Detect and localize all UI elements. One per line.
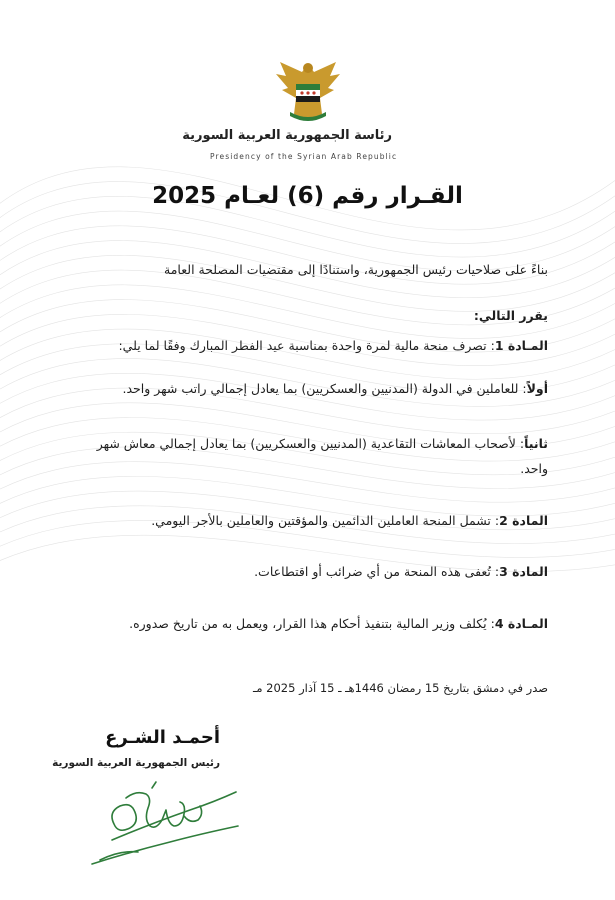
organization-name-arabic: رئاسة الجمهورية العربية السورية: [182, 128, 392, 143]
article-2-text: : تشمل المنحة العاملين الدائمين والمؤقتين والعاملين بالأجر اليومي.: [151, 513, 500, 528]
clause-first-text: : للعاملين في الدولة (المدنيين والعسكريين) بما يعادل إجمالي راتب شهر واحد.: [122, 381, 527, 396]
syrian-eagle-emblem-icon: [272, 58, 344, 124]
article-3: [66, 559, 548, 584]
article-4-text: : يُكلف وزير المالية بتنفيذ أحكام هذا القرار، ويعمل به من تاريخ صدوره.: [129, 616, 495, 631]
signatory-name: أحمـد الشـرع: [105, 727, 220, 748]
article-2-label: المادة 2: [499, 513, 548, 528]
clause-first-label: أولاً: [526, 381, 548, 396]
clause-first: [66, 376, 548, 401]
article-4: [66, 611, 548, 636]
decree-title: القـرار رقم (6) لعـام 2025: [152, 183, 463, 209]
clause-second-text: : لأصحاب المعاشات التقاعدية (المدنيين والعسكريين) بما يعادل إجمالي معاش شهر واحد.: [96, 436, 548, 476]
organization-name-english: Presidency of the Syrian Arab Republic: [210, 152, 398, 161]
issue-date: صدر في دمشق بتاريخ 15 رمضان 1446هـ ـ 15 آذار 2025 مـ: [252, 681, 548, 695]
signatory-role: رئيس الجمهورية العربية السورية: [52, 757, 220, 769]
article-1: [66, 333, 548, 358]
article-2: [66, 508, 548, 533]
clause-second: [66, 431, 548, 481]
decree-preamble: بناءً على صلاحيات رئيس الجمهورية، واستنادًا إلى مقتضيات المصلحة العامة: [164, 262, 548, 277]
handwritten-signature: [90, 780, 240, 865]
article-1-text: : تصرف منحة مالية لمرة واحدة بمناسبة عيد الفطر المبارك وفقًا لما يلي:: [118, 338, 495, 353]
article-4-label: المـادة 4: [494, 616, 548, 631]
article-1-label: المـادة 1: [494, 338, 548, 353]
decides-heading: يقرر التالي:: [473, 308, 548, 323]
article-3-text: : تُعفى هذه المنحة من أي ضرائب أو اقتطاعات.: [254, 564, 500, 579]
clause-second-label: ثانياً: [524, 436, 548, 451]
article-3-label: المادة 3: [499, 564, 548, 579]
